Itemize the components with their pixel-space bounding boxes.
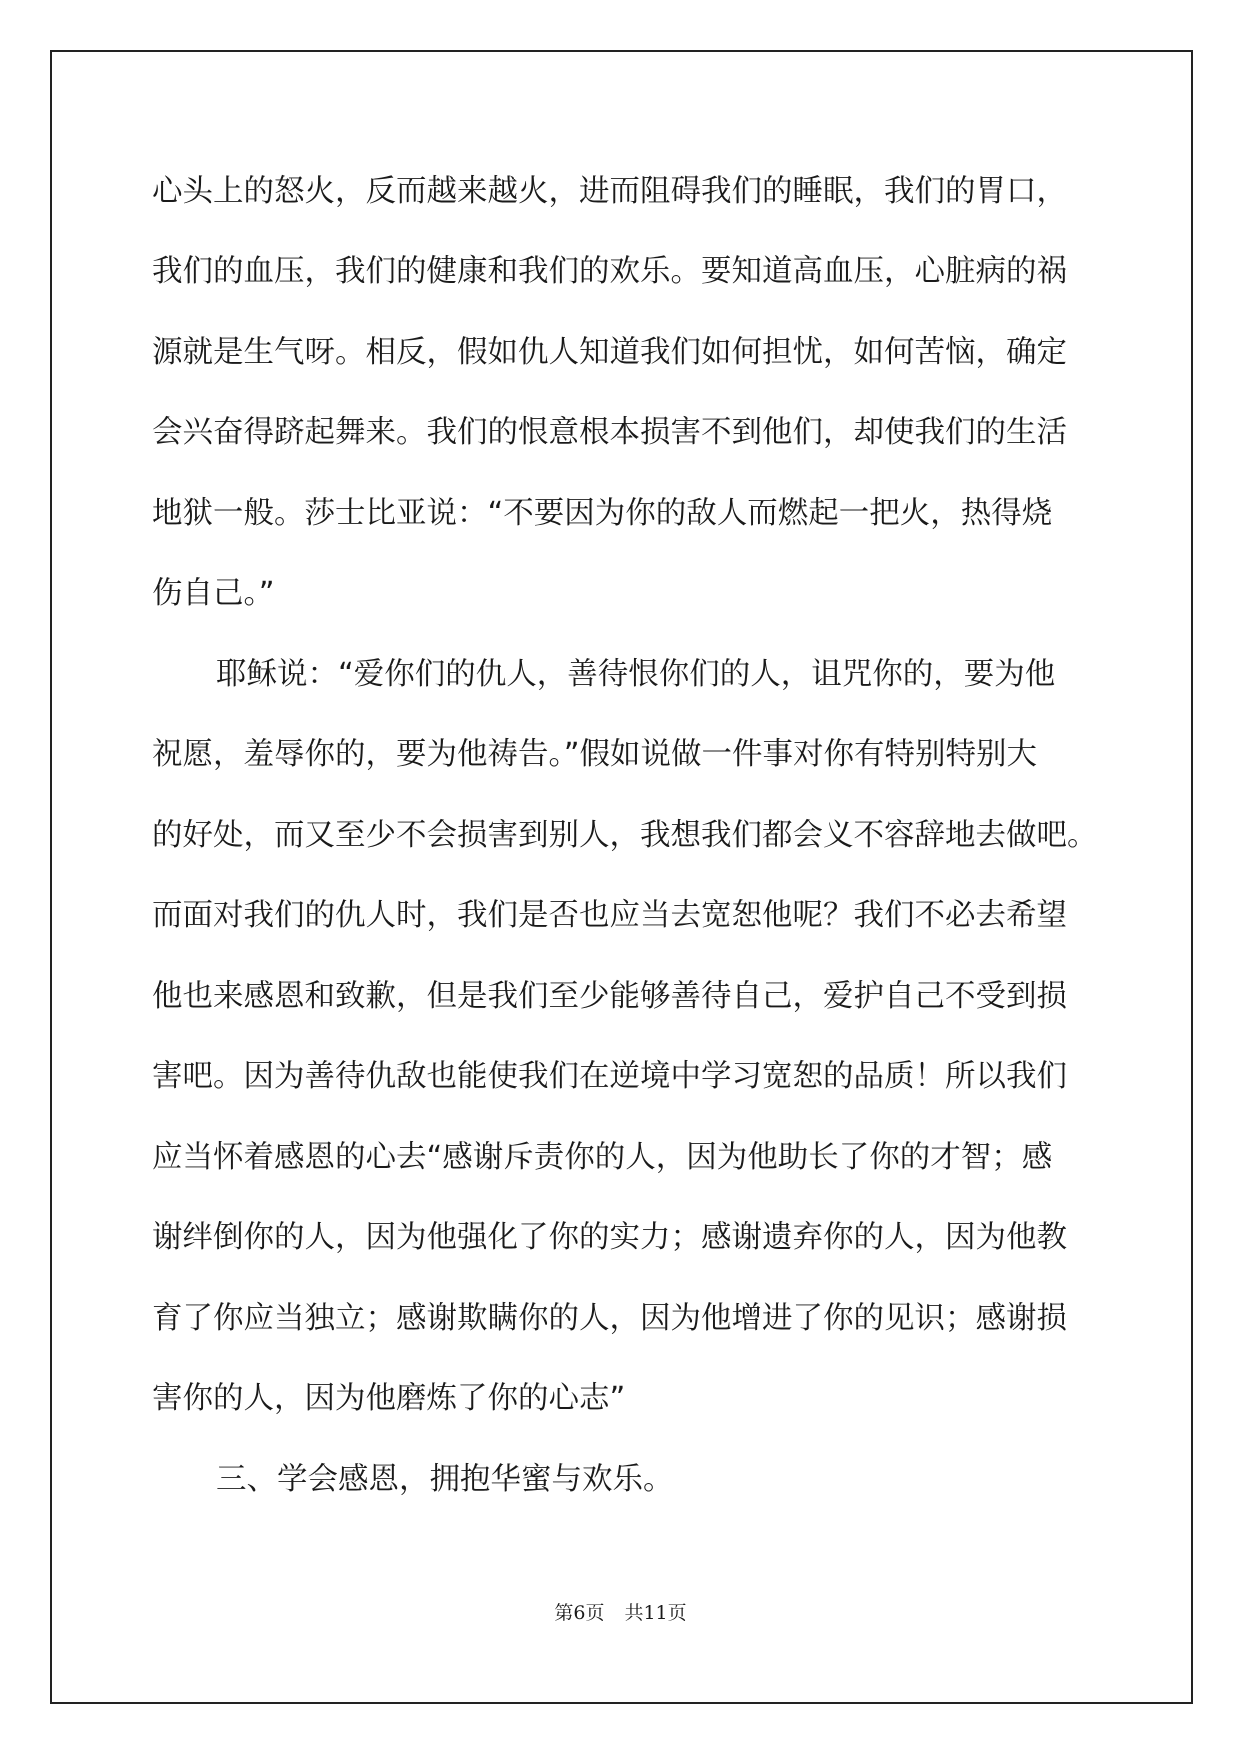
text-line: 的好处，而又至少不会损害到别人，我想我们都会义不容辞地去做吧。 xyxy=(152,818,1098,853)
text-line: 而面对我们的仇人时，我们是否也应当去宽恕他呢？我们不必去希望 xyxy=(152,898,1067,933)
text-line: 害吧。因为善待仇敌也能使我们在逆境中学习宽恕的品质！所以我们 xyxy=(152,1059,1067,1094)
text-line: 源就是生气呀。相反，假如仇人知道我们如何担忧，如何苦恼，确定 xyxy=(152,335,1067,370)
text-line: 育了你应当独立；感谢欺瞒你的人，因为他增进了你的见识；感谢损 xyxy=(152,1301,1067,1336)
text-line: 谢绊倒你的人，因为他强化了你的实力；感谢遗弃你的人，因为他教 xyxy=(152,1220,1067,1255)
page-border xyxy=(50,50,1193,1704)
section-heading: 三、学会感恩，拥抱华蜜与欢乐。 xyxy=(216,1462,674,1497)
text-line: 我们的血压，我们的健康和我们的欢乐。要知道高血压，心脏病的祸 xyxy=(152,254,1067,289)
page-number-current: 第6页 xyxy=(554,1602,605,1624)
text-line: 害你的人，因为他磨炼了你的心志” xyxy=(152,1381,626,1416)
text-line: 耶稣说：“爱你们的仇人，善待恨你们的人，诅咒你的，要为他 xyxy=(216,657,1056,692)
text-line: 应当怀着感恩的心去“感谢斥责你的人，因为他助长了你的才智；感 xyxy=(152,1140,1053,1175)
text-line: 祝愿，羞辱你的，要为他祷告。”假如说做一件事对你有特别特别大 xyxy=(152,737,1038,772)
text-line: 伤自己。” xyxy=(152,576,275,611)
page-number-total: 共11页 xyxy=(624,1602,687,1624)
page-footer xyxy=(0,1601,1241,1625)
text-line: 他也来感恩和致歉，但是我们至少能够善待自己，爱护自己不受到损 xyxy=(152,979,1067,1014)
text-line: 会兴奋得跻起舞来。我们的恨意根本损害不到他们，却使我们的生活 xyxy=(152,415,1067,450)
text-line: 心头上的怒火，反而越来越火，进而阻碍我们的睡眠，我们的胃口， xyxy=(152,174,1067,209)
text-line: 地狱一般。莎士比亚说：“不要因为你的敌人而燃起一把火，热得烧 xyxy=(152,496,1053,531)
